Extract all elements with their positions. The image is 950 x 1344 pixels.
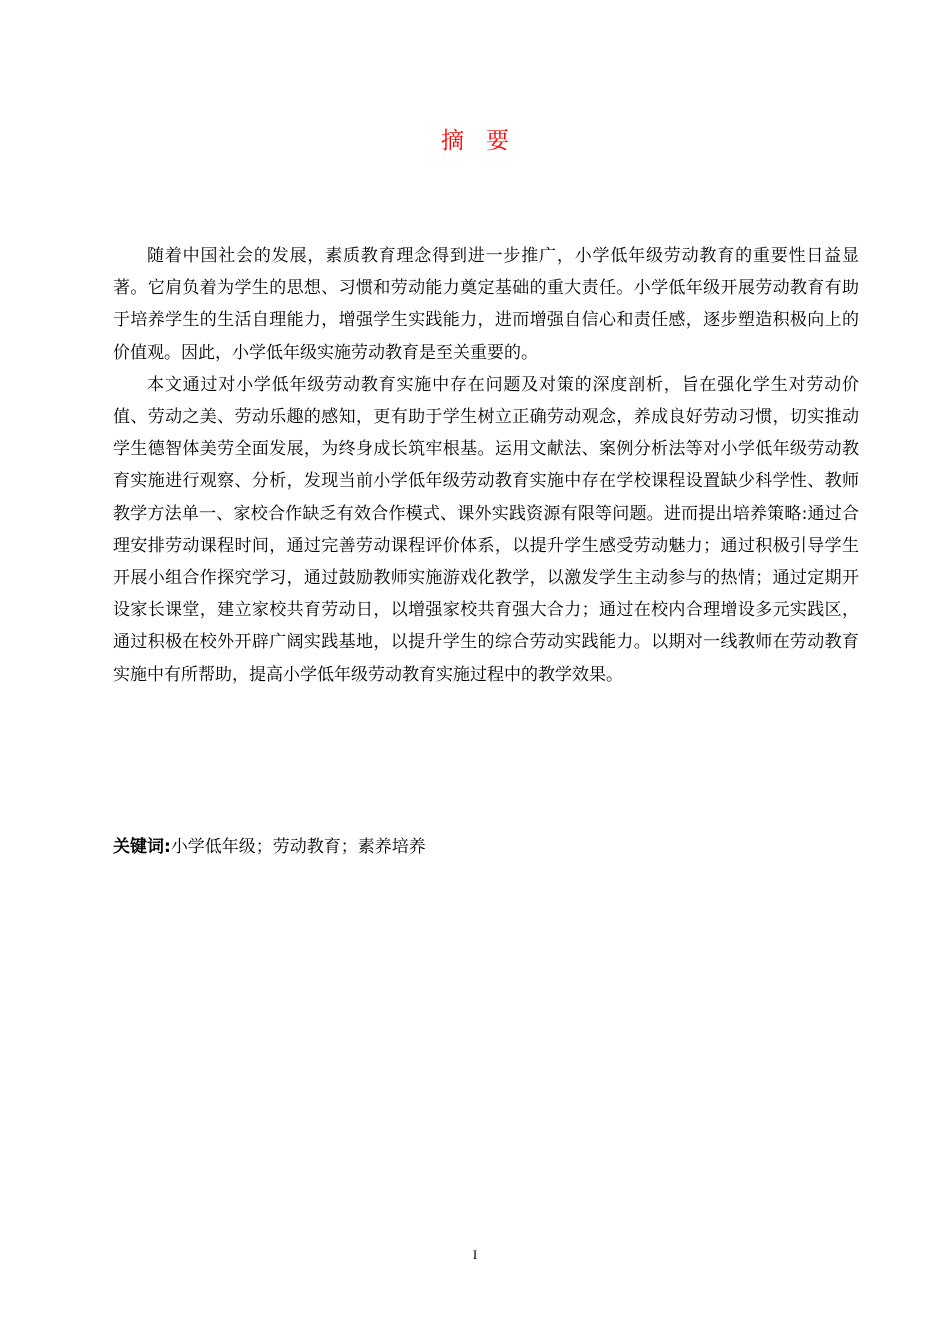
abstract-title-char-1: 摘 [441,128,464,154]
keywords-label: 关键词: [113,837,171,857]
abstract-paragraph-2: 本文通过对小学低年级劳动教育实施中存在问题及对策的深度剖析，旨在强化学生对劳动价值、劳动之美、劳动乐趣的感知，更有助于学生树立正确劳动观念，养成良好劳动习惯，切实推动学生德智体美劳全面发展，为终身成长筑牢根基。运用文献法、案例分析法等对小学低年级劳动教育实施进行观察、分析，发现当前小学低年级劳动教育实施中存在学校课程设置缺少科学性、教师教学方法单一、家校合作缺乏有效合作模式、课外实践资源有限等问题。进而提出培养策略:通过合理安排劳动课程时间，通过完善劳动课程评价体系，以提升学生感受劳动魅力；通过积极引导学生开展小组合作探究学习，通过鼓励教师实施游戏化教学，以激发学生主动参与的热情；通过定期开设家长课堂，建立家校共育劳动日，以增强家校共育强大合力；通过在校内合理增设多元实践区，通过积极在校外开辟广阔实践基地，以提升学生的综合劳动实践能力。以期对一线教师在劳动教育实施中有所帮助，提高小学低年级劳动教育实施过程中的教学效果。 [113,374,859,685]
page-number: I [472,1247,478,1262]
abstract-title-char-2: 要 [486,128,509,154]
keywords-line [113,833,859,861]
abstract-paragraph-1: 随着中国社会的发展，素质教育理念得到进一步推广，小学低年级劳动教育的重要性日益显著。它肩负着为学生的思想、习惯和劳动能力奠定基础的重大责任。小学低年级开展劳动教育有助于培养学生的生活自理能力，增强学生实践能力，进而增强自信心和责任感，逐步塑造积极向上的价值观。因此，小学低年级实施劳动教育是至关重要的。 [113,246,859,363]
keywords-text: 小学低年级；劳动教育；素养培养 [170,837,426,857]
abstract-body [113,240,859,691]
abstract-title [0,122,950,155]
